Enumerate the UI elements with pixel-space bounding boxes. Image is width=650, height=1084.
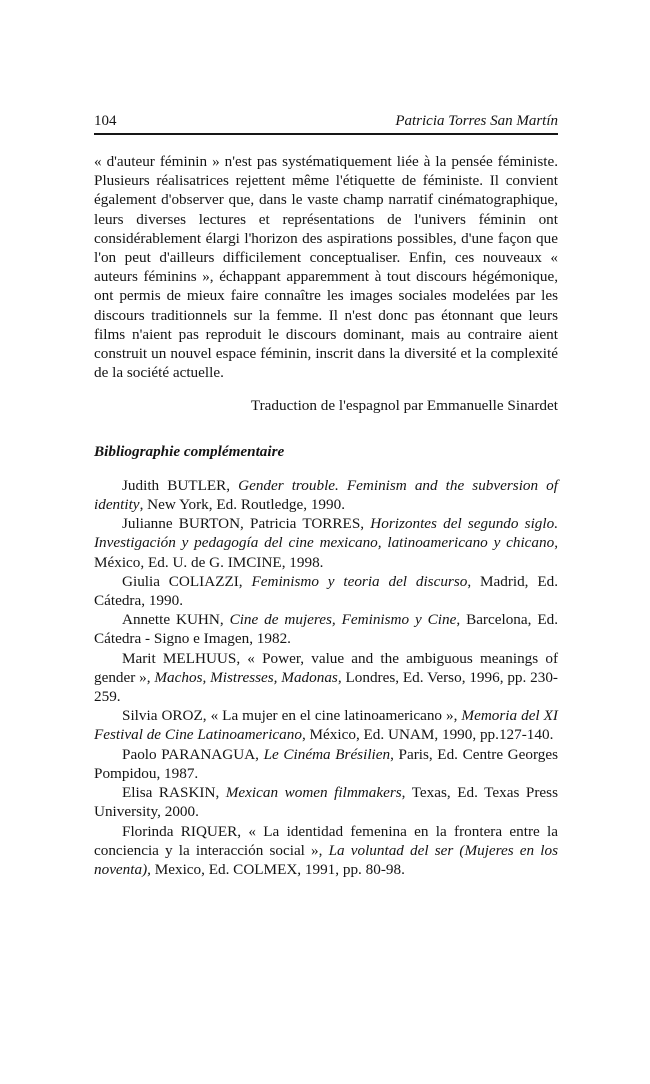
bibliography-entry [94, 706, 558, 744]
bibliography-entry-segment: Annette KUHN, [122, 611, 230, 629]
bibliography-entry-segment: Elisa RASKIN, [122, 784, 226, 802]
bibliography-entry-segment: Machos, Mistresses, Madonas [154, 668, 338, 686]
bibliography-entry [94, 476, 558, 514]
bibliography-entry-segment: , México, Ed. UNAM, 1990, pp.127-140. [301, 726, 554, 744]
header-rule [94, 133, 558, 135]
bibliography-entry-segment: Julianne BURTON, Patricia TORRES, [122, 515, 371, 533]
bibliography-entry-segment: Silvia OROZ, « La mujer en el cine latinoamericano », [122, 707, 462, 725]
bibliography-entry-segment: , Madrid, Ed. Cátedra, 1990. [94, 572, 558, 610]
running-head: Patricia Torres San Martín [395, 113, 558, 129]
bibliography-entry-segment: La voluntad del ser (Mujeres en los noventa), [94, 841, 558, 878]
bibliography-entry-segment: , México, Ed. U. de G. IMCINE, 1998. [94, 534, 558, 571]
bibliography-entry-segment: Paolo PARANAGUA, [122, 745, 264, 763]
bibliography-entry [94, 610, 558, 648]
bibliography-entry [94, 649, 558, 707]
bibliography-entry-segment: Feminismo y teoria del discurso [251, 572, 468, 590]
bibliography-entry-segment: Florinda RIQUER, « La identidad femenina en la frontera entre la conciencia y la interacción social », [94, 822, 558, 859]
bibliography-entry-segment: Horizontes del segundo siglo. Investigación y pedagogía del cine mexicano, latinoamericano y chicano [94, 515, 559, 552]
bibliography-entry [94, 822, 558, 880]
bibliography-entry-segment: , Texas, Ed. Texas Press University, 2000. [94, 784, 558, 821]
bibliography-entry-segment: Giulia COLIAZZI, [122, 572, 252, 590]
bibliography-entry-segment: , Barcelona, Ed. Cátedra - Signo e Imagen, 1982. [94, 611, 558, 648]
translation-credit: Traduction de l'espagnol par Emmanuelle Sinardet [250, 397, 558, 415]
body-paragraph: « d'auteur féminin » n'est pas systématiquement liée à la pensée féministe. Plusieurs réalisatrices rejettent même l'étiquette de féministe. Il convient également d'observer que, dans le vaste champ narratif cinématographique, leurs diverses lectures et représentations de l'univers féminin ont considérablement élargi l'horizon des aspirations possibles, d'une façon que l'on peut d'ailleurs difficilement conceptualiser. Enfin, ces nouveaux « auteurs féminins », échappant apparemment à tout discours hégémonique, ont permis de mieux faire connaître les images sociales modelées par les discours traditionnels sur la femme. Il n'est donc pas étonnant que leurs films n'aient pas reproduit le discours dominant, mais au contraire aient construit un nouvel espace féminin, inscrit dans la diversité et la complexité de la société actuelle. [94, 153, 558, 382]
bibliography-entry-segment: Gender trouble. Feminism and the subversion of identity [94, 476, 558, 514]
bibliography-entry-segment: Cine de mujeres, Feminismo y Cine [229, 611, 457, 629]
bibliography-entry-segment: Memoria del XI Festival de Cine Latinoamericano [94, 707, 558, 744]
bibliography-entry-segment: Judith BUTLER, [122, 476, 239, 494]
bibliography-entry-segment: , New York, Ed. Routledge, 1990. [139, 496, 346, 514]
bibliography-list [94, 476, 558, 879]
bibliography-entry-segment: Mexican women filmmakers [225, 784, 402, 802]
bibliography-entry [94, 745, 558, 783]
bibliography-heading: Bibliographie complémentaire [94, 442, 285, 460]
bibliography-entry-segment: Le Cinéma Brésilien [263, 745, 391, 763]
page-number: 104 [94, 113, 117, 129]
bibliography-entry-segment: Mexico, Ed. COLMEX, 1991, pp. 80-98. [150, 860, 405, 878]
bibliography-entry [94, 514, 558, 572]
bibliography-entry-segment: , Londres, Ed. Verso, 1996, pp. 230-259. [94, 668, 558, 706]
bibliography-entry [94, 572, 558, 610]
bibliography-entry [94, 783, 558, 821]
bibliography-entry-segment: , Paris, Ed. Centre Georges Pompidou, 1987. [94, 745, 559, 782]
bibliography-entry-segment: Marit MELHUUS, « Power, value and the ambiguous meanings of gender », [94, 649, 558, 686]
page-header [94, 112, 558, 130]
